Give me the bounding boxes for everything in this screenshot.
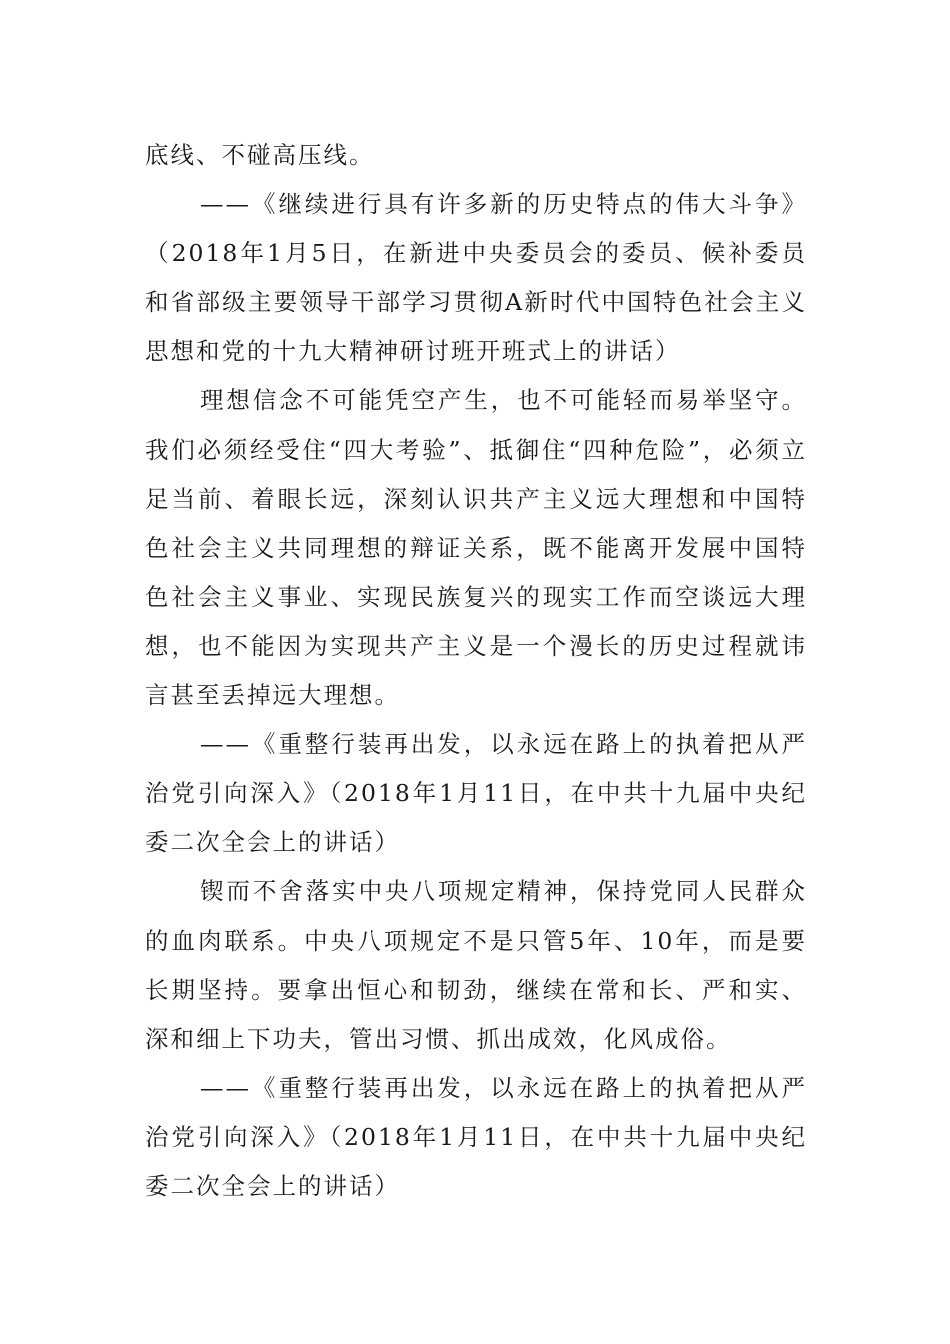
- document-page: [145, 131, 807, 1211]
- body-paragraph: 理想信念不可能凭空产生，也不可能轻而易举坚守。我们必须经受住“四大考验”、抵御住“四种危险”，必须立足当前、着眼长远，深刻认识共产主义远大理想和中国特色社会主义共同理想的辩证关系，既不能离开发展中国特色社会主义事业、实现民族复兴的现实工作而空谈远大理想，也不能因为实现共产主义是一个漫长的历史过程就讳言甚至丢掉远大理想。: [145, 386, 807, 710]
- paragraph-continuation: 底线、不碰高压线。: [145, 141, 375, 169]
- citation-paragraph: ——《重整行装再出发，以永远在路上的执着把从严治党引向深入》（2018年1月11日，在中共十九届中央纪委二次全会上的讲话）: [145, 1073, 807, 1200]
- citation-paragraph: ——《继续进行具有许多新的历史特点的伟大斗争》（2018年1月5日，在新进中央委员会的委员、候补委员和省部级主要领导干部学习贯彻A新时代中国特色社会主义思想和党的十九大精神研讨班开班式上的讲话）: [145, 190, 807, 366]
- citation-paragraph: ——《重整行装再出发，以永远在路上的执着把从严治党引向深入》（2018年1月11日，在中共十九届中央纪委二次全会上的讲话）: [145, 730, 807, 857]
- body-paragraph: 锲而不舍落实中央八项规定精神，保持党同人民群众的血肉联系。中央八项规定不是只管5年、10年，而是要长期坚持。要拿出恒心和韧劲，继续在常和长、严和实、深和细上下功夫，管出习惯、抓出成效，化风成俗。: [145, 877, 807, 1053]
